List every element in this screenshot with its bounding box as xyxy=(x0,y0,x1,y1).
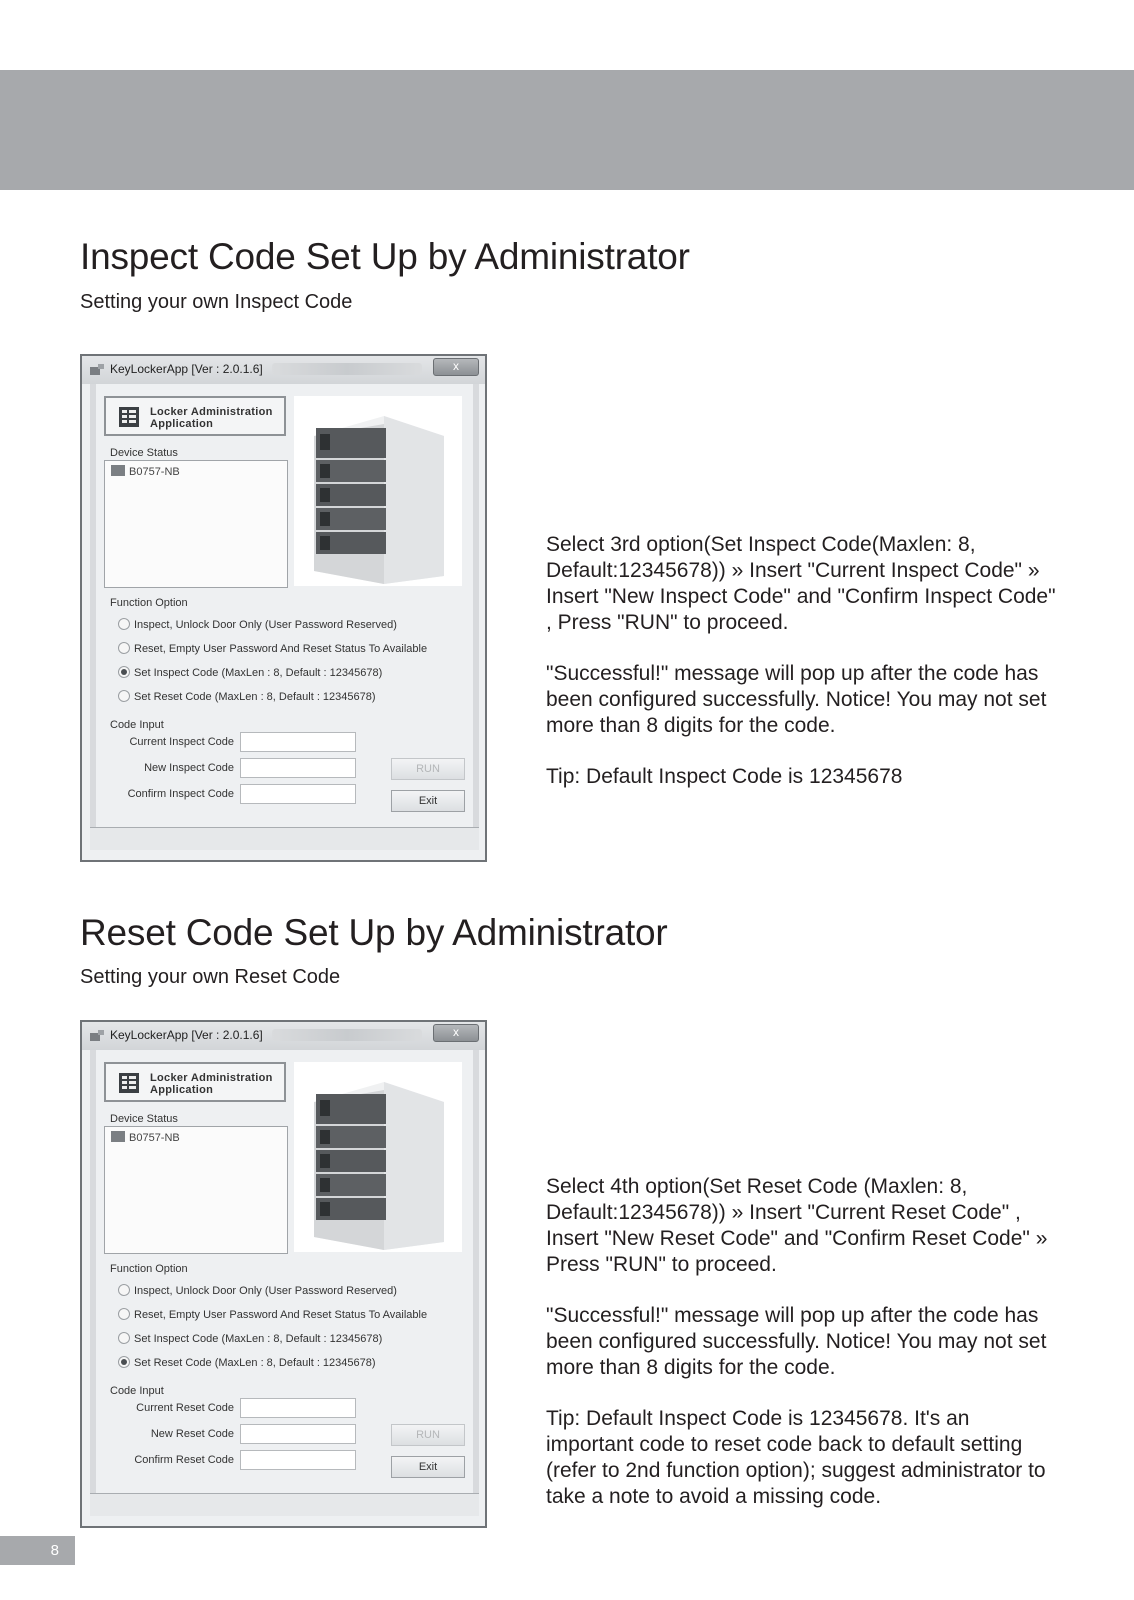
device-status-list[interactable] xyxy=(104,460,288,588)
cabinet-illustration xyxy=(294,1062,462,1252)
device-list-item[interactable] xyxy=(111,1131,180,1144)
section2-title: Reset Code Set Up by Administrator xyxy=(80,912,668,953)
locker-icon xyxy=(118,406,140,428)
option-label: Set Reset Code (MaxLen : 8, Default : 12345678) xyxy=(134,1357,376,1369)
option-label: Set Inspect Code (MaxLen : 8, Default : 12345678) xyxy=(134,1333,383,1345)
new-code-input[interactable] xyxy=(240,1424,356,1444)
window-title: KeyLockerApp [Ver : 2.0.1.6] xyxy=(110,1028,263,1042)
page-number: 8 xyxy=(0,1536,75,1565)
titlebar-blur xyxy=(272,363,422,375)
radio-button[interactable] xyxy=(118,1332,130,1344)
option-reset[interactable] xyxy=(118,642,427,655)
window-edge xyxy=(90,384,96,850)
current-code-input[interactable] xyxy=(240,732,356,752)
radio-button[interactable] xyxy=(118,1308,130,1320)
window-edge xyxy=(90,1050,96,1516)
window-title: KeyLockerApp [Ver : 2.0.1.6] xyxy=(110,362,263,376)
status-bar xyxy=(90,827,479,850)
function-option-label: Function Option xyxy=(110,1263,188,1275)
radio-button-selected[interactable] xyxy=(118,666,130,678)
header-line1: Locker Administration xyxy=(150,406,273,418)
code-input-label: Code Input xyxy=(110,1385,164,1397)
section2-para2: "Successful!" message will pop up after the code has been configured successfully. Notice! You may not set more than 8 digits for the code. xyxy=(546,1304,1047,1379)
option-set-inspect-code[interactable] xyxy=(118,666,382,679)
device-list-item[interactable] xyxy=(111,465,180,478)
header-line1: Locker Administration xyxy=(150,1072,273,1084)
locker-icon xyxy=(118,1072,140,1094)
run-button[interactable]: RUN xyxy=(391,1424,465,1446)
device-status-label: Device Status xyxy=(110,447,178,459)
section1-para2: "Successful!" message will pop up after the code has been configured successfully. Notice! You may not set more than 8 digits for the code. xyxy=(546,662,1047,737)
radio-button[interactable] xyxy=(118,690,130,702)
locker-cabinet-image xyxy=(294,1062,462,1252)
window-edge xyxy=(473,1050,479,1516)
header-band xyxy=(0,70,1134,190)
run-button[interactable]: RUN xyxy=(391,758,465,780)
option-label: Reset, Empty User Password And Reset Status To Available xyxy=(134,643,428,655)
locker-cabinet-image xyxy=(294,396,462,586)
confirm-code-input[interactable] xyxy=(240,784,356,804)
exit-button[interactable]: Exit xyxy=(391,1456,465,1478)
option-set-inspect-code[interactable] xyxy=(118,1332,382,1345)
cabinet-illustration xyxy=(294,396,462,586)
current-code-label: Current Inspect Code xyxy=(129,736,234,748)
close-button[interactable]: x xyxy=(433,358,479,376)
section2-subtitle: Setting your own Reset Code xyxy=(80,966,341,988)
option-label: Inspect, Unlock Door Only (User Password Reserved) xyxy=(134,619,397,631)
confirm-code-label: Confirm Inspect Code xyxy=(127,788,234,800)
current-code-label: Current Reset Code xyxy=(136,1402,234,1414)
screenshot-reset-window xyxy=(80,1020,487,1528)
function-option-label: Function Option xyxy=(110,597,188,609)
radio-button-selected[interactable] xyxy=(118,1356,130,1368)
section2-description xyxy=(546,1174,1056,1535)
window-edge xyxy=(473,384,479,850)
app-header-badge xyxy=(104,1062,286,1102)
status-bar xyxy=(90,1493,479,1516)
radio-button[interactable] xyxy=(118,1284,130,1296)
option-reset[interactable] xyxy=(118,1308,427,1321)
app-header-text xyxy=(150,406,273,430)
computer-icon xyxy=(111,465,125,476)
section2-tip: Tip: Default Inspect Code is 12345678. It's an important code to reset code back to default setting (refer to 2nd function option); suggest administrator to take a note to avoid a missing code. xyxy=(546,1407,1046,1508)
device-status-label: Device Status xyxy=(110,1113,178,1125)
section1-tip: Tip: Default Inspect Code is 12345678 xyxy=(546,765,903,788)
app-header-badge xyxy=(104,396,286,436)
section1-subtitle: Setting your own Inspect Code xyxy=(80,291,353,313)
option-inspect[interactable] xyxy=(118,1284,397,1297)
new-code-label: New Inspect Code xyxy=(144,762,234,774)
app-icon xyxy=(90,364,104,376)
close-button[interactable]: x xyxy=(433,1024,479,1042)
app-icon xyxy=(90,1030,104,1042)
header-line2: Application xyxy=(150,1084,214,1096)
window-titlebar xyxy=(82,1022,485,1050)
header-line2: Application xyxy=(150,418,214,430)
option-inspect[interactable] xyxy=(118,618,397,631)
titlebar-blur xyxy=(272,1029,422,1041)
app-header-text xyxy=(150,1072,273,1096)
confirm-code-label: Confirm Reset Code xyxy=(134,1454,234,1466)
option-label: Reset, Empty User Password And Reset Status To Available xyxy=(134,1309,428,1321)
option-label: Set Inspect Code (MaxLen : 8, Default : 12345678) xyxy=(134,667,383,679)
section1-title: Inspect Code Set Up by Administrator xyxy=(80,236,690,277)
device-name: B0757-NB xyxy=(129,466,180,478)
device-name: B0757-NB xyxy=(129,1132,180,1144)
device-status-list[interactable] xyxy=(104,1126,288,1254)
screenshot-inspect-window xyxy=(80,354,487,862)
section1-para1: Select 3rd option(Set Inspect Code(Maxlen: 8, Default:12345678)) » Insert "Current Inspect Code" » Insert "New Inspect Code" and "Confirm Inspect Code" , Press "RUN" to proceed. xyxy=(546,533,1056,634)
section2-para1: Select 4th option(Set Reset Code (Maxlen: 8, Default:12345678)) » Insert "Current Reset Code" , Insert "New Reset Code" and "Confirm Reset Code" » Press "RUN" to proceed. xyxy=(546,1175,1048,1276)
option-label: Inspect, Unlock Door Only (User Password Reserved) xyxy=(134,1285,397,1297)
code-input-label: Code Input xyxy=(110,719,164,731)
window-titlebar xyxy=(82,356,485,384)
new-code-label: New Reset Code xyxy=(150,1428,234,1440)
option-set-reset-code[interactable] xyxy=(118,1356,376,1369)
option-label: Set Reset Code (MaxLen : 8, Default : 12345678) xyxy=(134,691,376,703)
computer-icon xyxy=(111,1131,125,1142)
radio-button[interactable] xyxy=(118,642,130,654)
current-code-input[interactable] xyxy=(240,1398,356,1418)
section1-description xyxy=(546,532,1056,815)
new-code-input[interactable] xyxy=(240,758,356,778)
exit-button[interactable]: Exit xyxy=(391,790,465,812)
confirm-code-input[interactable] xyxy=(240,1450,356,1470)
radio-button[interactable] xyxy=(118,618,130,630)
option-set-reset-code[interactable] xyxy=(118,690,376,703)
